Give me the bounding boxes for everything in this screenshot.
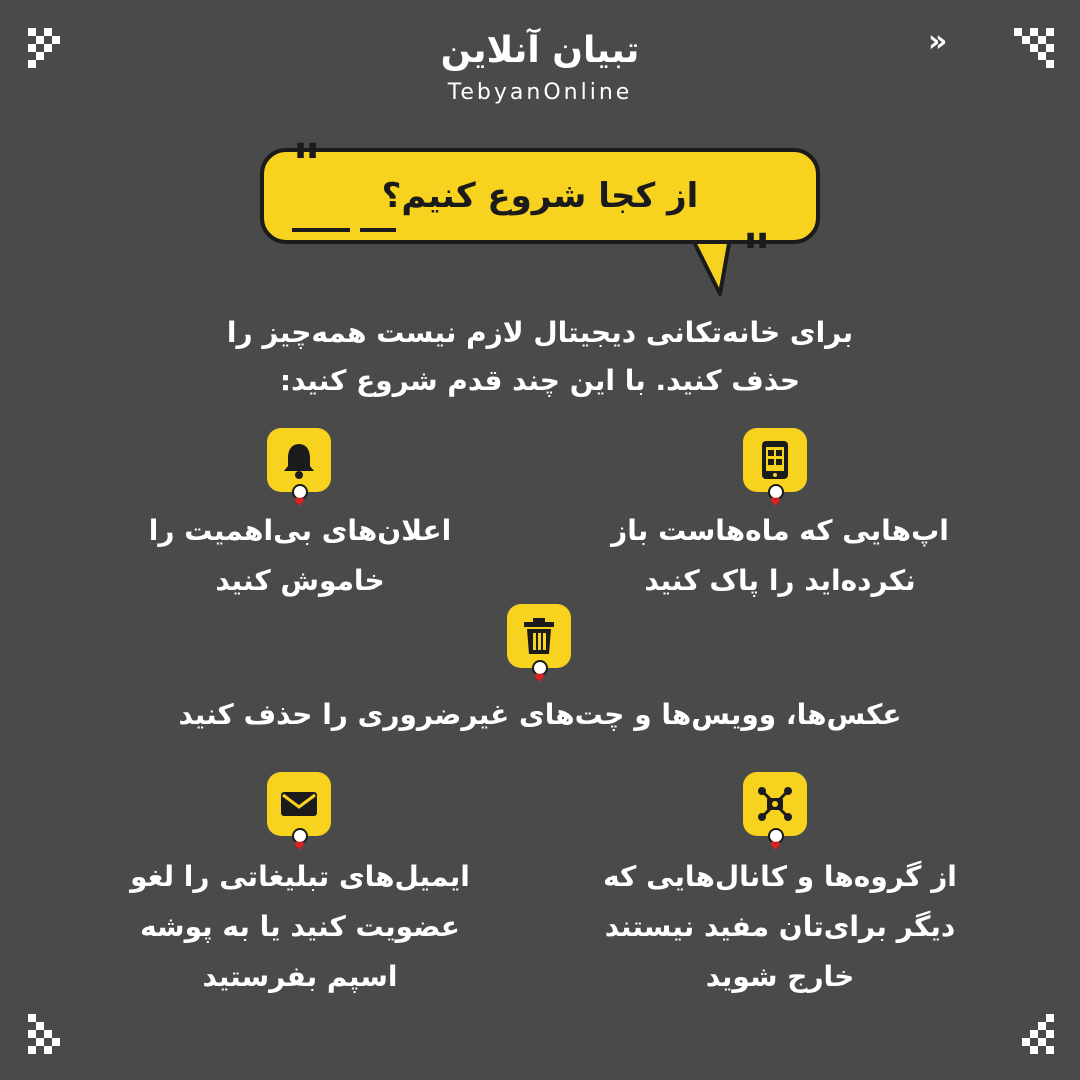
item-line: عکس‌ها، وویس‌ها و چت‌های غیرضروری را حذف کنید — [178, 698, 902, 731]
phone-app-icon — [743, 428, 807, 492]
group-network-icon — [743, 772, 807, 836]
underline-decoration — [360, 228, 396, 232]
bell-icon — [267, 428, 331, 492]
dot-pattern-icon — [1014, 28, 1054, 68]
double-chevron-icon: » — [928, 24, 948, 59]
intro-line-2: حذف کنید. با این چند قدم شروع کنید: — [279, 364, 801, 397]
heart-icon: ♥ — [770, 495, 781, 509]
heart-icon: ♥ — [294, 495, 305, 509]
item-line: اپ‌هایی که ماه‌هاست باز — [611, 514, 949, 547]
brand-logo-text: تبیان آنلاین — [440, 30, 640, 71]
item-line: از گروه‌ها و کانال‌هایی که — [603, 860, 957, 893]
item-line: خارج شوید — [705, 960, 855, 993]
quote-mark-open: " — [292, 133, 322, 198]
dot-pattern-icon — [28, 1014, 68, 1054]
heart-icon: ♥ — [534, 671, 545, 685]
item-line: اسپم بفرستید — [202, 960, 398, 993]
quote-mark-close: " — [742, 223, 772, 288]
item-line: خاموش کنید — [215, 564, 385, 597]
item-line: دیگر برای‌تان مفید نیستند — [604, 910, 956, 943]
mail-icon — [267, 772, 331, 836]
bubble-tail — [690, 236, 750, 298]
underline-decoration — [292, 228, 350, 232]
heart-icon: ♥ — [770, 839, 781, 853]
intro-line-1: برای خانه‌تکانی دیجیتال لازم نیست همه‌چیز را — [226, 316, 854, 349]
dot-pattern-icon — [1014, 1014, 1054, 1054]
item-line: ایمیل‌های تبلیغاتی را لغو — [130, 860, 470, 893]
dot-pattern-icon — [28, 28, 68, 68]
item-line: عضویت کنید یا به پوشه — [140, 910, 460, 943]
brand-latin-text: TebyanOnline — [447, 80, 633, 105]
item-line: اعلان‌های بی‌اهمیت را — [148, 514, 452, 547]
item-line: نکرده‌اید را پاک کنید — [644, 564, 916, 597]
page-title: از کجا شروع کنیم؟ — [381, 176, 699, 216]
trash-icon — [507, 604, 571, 668]
heart-icon: ♥ — [294, 839, 305, 853]
